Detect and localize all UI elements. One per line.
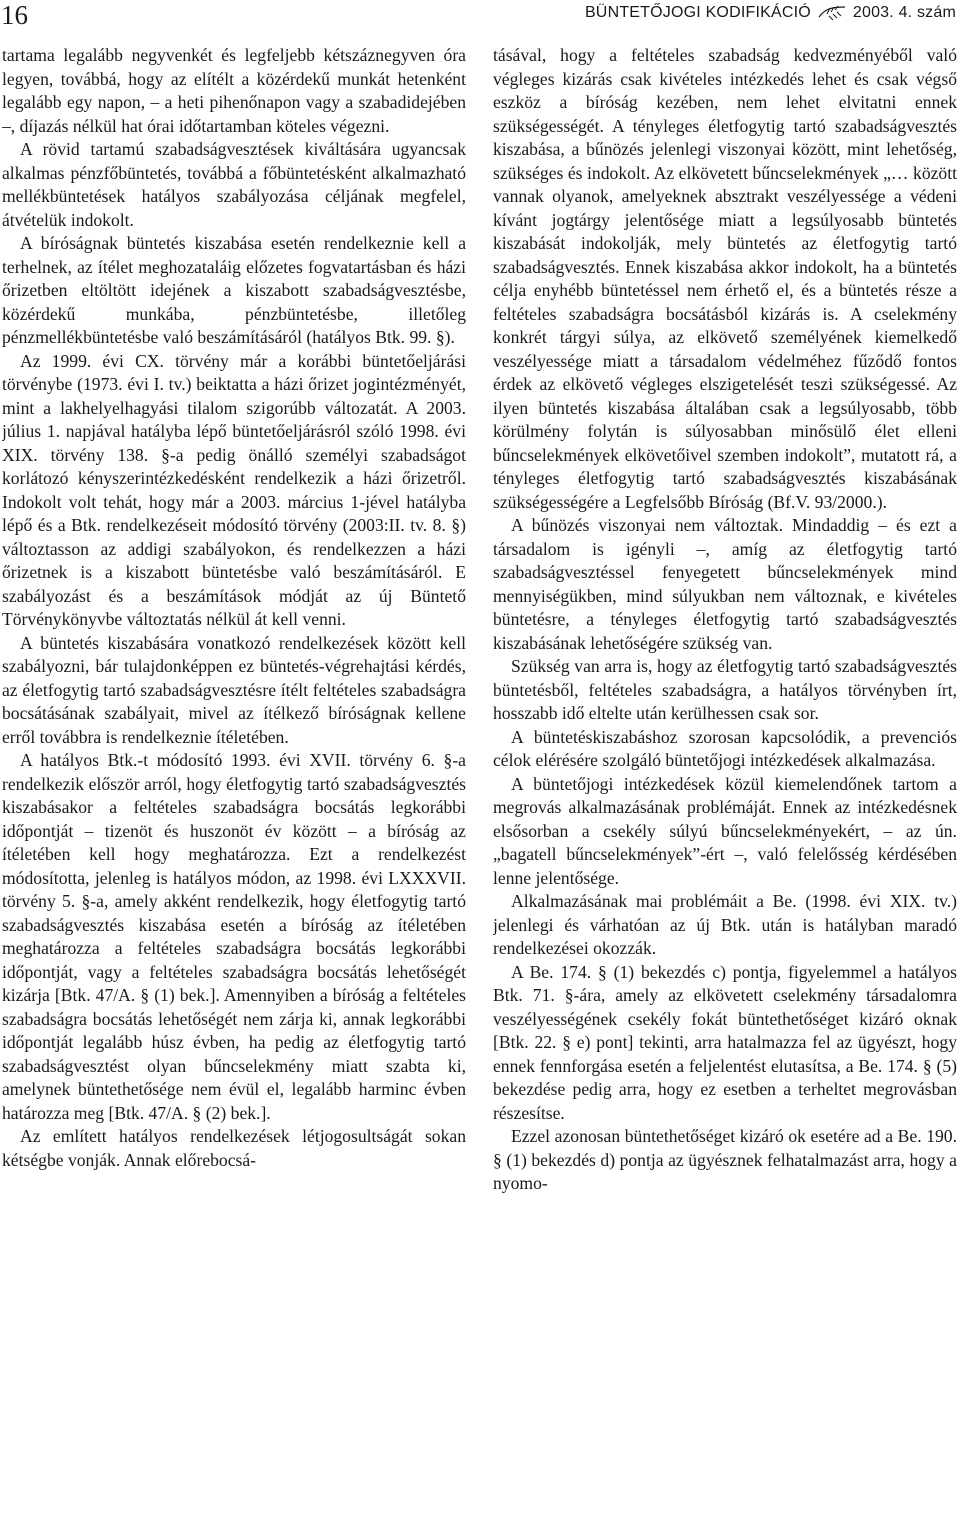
right-column xyxy=(493,44,957,1514)
paragraph: A büntetés kiszabására vonatkozó rendelkezések között kell szabályozni, bár tulajdonképpen ez büntetés-végrehajtási kérdés, az életfogytig tartó szabadságvesztésre ítélt feltételes szabadságra bocsátásának szabályait, mivel az ítélkező bíróságnak kellene erről továbbra is rendelkeznie ítéletében. xyxy=(2,632,466,747)
paragraph: A büntetőjogi intézkedések közül kiemelendőnek tartom a megrovás alkalmazásának problémáját. Ennek az intézkedésnek elsősorban a csekély súlyú bűncselekményekért, – az ún. „bagatell bűncselekmények”-ért –, való felelősség kérdésében lenne jelentősége. xyxy=(493,773,957,888)
paragraph: A bíróságnak büntetés kiszabása esetén rendelkeznie kell a terhelnek, az ítélet meghozataláig előzetes fogvatartásban és házi őrizetben eltöltött idejének a kiszabott szabadságvesztésbe, közérdekű munkába, pénzbüntetésbe, illetőleg pénzmellékbüntetésbe való beszámításáról (hatályos Btk. 99. §). xyxy=(2,233,466,347)
journal-title: BÜNTETŐJOGI KODIFIKÁCIÓ xyxy=(584,4,811,21)
paragraph: tásával, hogy a feltételes szabadság kedvezményéből való végleges kizárás csak kivételes intézkedés lehet és csak végső eszköz a bíróság kezében, nem lehet elvitatni ennek szükségességét. A tényleges életfogytig tartó szabadságvesztés kiszabása, a bűnözés jelenlegi viszonyai között, mint lehetőség, szükséges és indokolt. Az elkövetett bűncselekmények „… között vannak olyanok, amelyeknek absztrakt veszélyessége a védeni kívánt jogtárgy jelentősége miatt a legsúlyosabb büntetés kiszabását indokolják, mely büntetés az életfogytig tartó szabadságvesztés. Ennek kiszabása akkor indokolt, ha a büntetés célja enyhébb büntetéssel nem érhető el, és a büntetés része a feltételes szabadságra bocsátásból kizárás is. A cselekmény konkrét tárgyi súlya, az elkövető személyének kiemelkedő veszélyessége miatt a társadalom védelméhez fűződő fontos érdek az elkövető végleges elszigetelését teszi szükségessé. Az ilyen büntetés kiszabása általában csak a legsúlyosabb, több körülmény folytán is súlyosabban minősülő élet elleni bűncselekmények elkövetőivel szemben indokolt”, mutatott rá, a tényleges életfogytig tartó szabadságvesztés kiszabásának szükségességére a Legfelsőbb Bíróság (Bf.V. 93/2000.). xyxy=(493,45,957,512)
paragraph: Szükség van arra is, hogy az életfogytig tartó szabadságvesztés büntetésből, feltételes szabadságra, a hatályos törvényben írt, hosszabb idő eltelte után kerülhessen csak sor. xyxy=(493,656,957,723)
left-column xyxy=(2,44,466,1514)
paragraph: A rövid tartamú szabadságvesztések kiváltására ugyancsak alkalmas pénzfőbüntetés, továbbá a főbüntetésként alkalmazható mellékbüntetések hatályos szabályozása céljának megfelel, átvételük indokolt. xyxy=(2,139,466,230)
page-number: 16 xyxy=(1,0,28,30)
issue-label: 2003. 4. szám xyxy=(852,4,956,21)
paragraph: Ezzel azonosan büntethetőséget kizáró ok esetére ad a Be. 190. § (1) bekezdés d) pontja az ügyésznek felhatalmazást arra, hogy a nyomo- xyxy=(493,1126,957,1193)
running-header xyxy=(585,2,956,24)
paragraph: Alkalmazásának mai problémáit a Be. (1998. évi XIX. tv.) jelenlegi és várhatóan az új Btk. után is hatályban maradó rendelkezései okozzák. xyxy=(493,891,957,958)
paragraph: Az említett hatályos rendelkezések létjogosultságát sokan kétségbe vonják. Annak előrebocsá- xyxy=(2,1126,466,1170)
paragraph: A hatályos Btk.-t módosító 1993. évi XVII. törvény 6. §-a rendelkezik először arról, hogy életfogytig tartó szabadságvesztés kiszabásakor a feltételes szabadságra bocsátás legkorábbi időpontját – tizenöt és huszonöt év között – a bíróság az ítéletében kell hogy meghatározza. Ezt a rendelkezést módosította, jelenleg is hatályos módon, az 1998. évi LXXXVII. törvény 5. §-a, amely akként rendelkezik, hogy életfogytig tartó szabadságvesztés kiszabása esetén a bíróság az ítéletében meghatározza a feltételes szabadságra bocsátás legkorábbi időpontját, vagy a feltételes szabadságra bocsátás lehetőségét kizárja [Btk. 47/A. § (1) bek.]. Amennyiben a bíróság a feltételes szabadságra bocsátás lehetőségét nem zárja ki, annak legkorábbi időpontját legalább húsz évben, ha pedig az életfogytig tartó szabadságvesztést olyan bűncselekmény miatt szabta ki, amelynek büntethetősége nem évül el, legalább harminc évben határozza meg [Btk. 47/A. § (2) bek.]. xyxy=(2,750,466,1123)
paragraph: A Be. 174. § (1) bekezdés c) pontja, figyelemmel a hatályos Btk. 71. §-ára, amely az elkövetett cselekmény társadalomra veszélyességének csekély fokát büntethetőséget kizáró oknak [Btk. 22. § e) pont] tekinti, arra hatalmazza fel az ügyészt, hogy ennek fennforgása esetén a feljelentést elutasítsa, a Be. 174. § (5) bekezdése pedig arra, hogy ez esetben a terheltet megrovásban részesítse. xyxy=(493,961,957,1123)
paragraph: A büntetéskiszabáshoz szorosan kapcsolódik, a prevenciós célok elérésére szolgáló büntetőjogi intézkedések alkalmazása. xyxy=(493,726,957,770)
paragraph: tartama legalább negyvenkét és legfeljebb kétszáznegyven óra legyen, továbbá, hogy az elítélt a közérdekű munkát hetenként legalább egy napon, – a heti pihenőnapon vagy a szabadidejében –, díjazás nélkül hat órai időtartamban köteles végezni. xyxy=(2,45,466,136)
quill-ornament-icon xyxy=(817,5,847,21)
paragraph: A bűnözés viszonyai nem változtak. Mindaddig – és ezt a társadalom is igényli –, amíg az életfogytig tartó szabadságvesztéssel fenyegetett bűncselekmények mind mennyiségükben, mind súlyukban nem változnak, e kivételes büntetésre, a tényleges életfogytig tartó szabadságvesztés kiszabásának lehetőségére szükség van. xyxy=(493,515,957,653)
paragraph: Az 1999. évi CX. törvény már a korábbi büntetőeljárási törvénybe (1973. évi I. tv.) beiktatta a házi őrizet jogintézményét, mint a lakhelyelhagyási tilalom szigorúbb változatát. A 2003. július 1. napjával hatályba lépő büntetőeljárásról szóló 1998. évi XIX. törvény 138. §-a pedig önálló személyi szabadságot korlátozó kényszerintézkedésként rendelkezik a házi őrizetről. Indokolt volt tehát, hogy már a 2003. március 1-jével hatályba lépő és a Btk. rendelkezéseit módosító törvény (2003:II. tv. 8. §) változtasson az addigi szabályokon, és rendelkezzen a házi őrizetnek is a kiszabott büntetésbe való beszámításáról. E szabályozást és a beszámítások módját az új Büntető Törvénykönyvbe változtatás nélkül át kell venni. xyxy=(2,350,466,629)
